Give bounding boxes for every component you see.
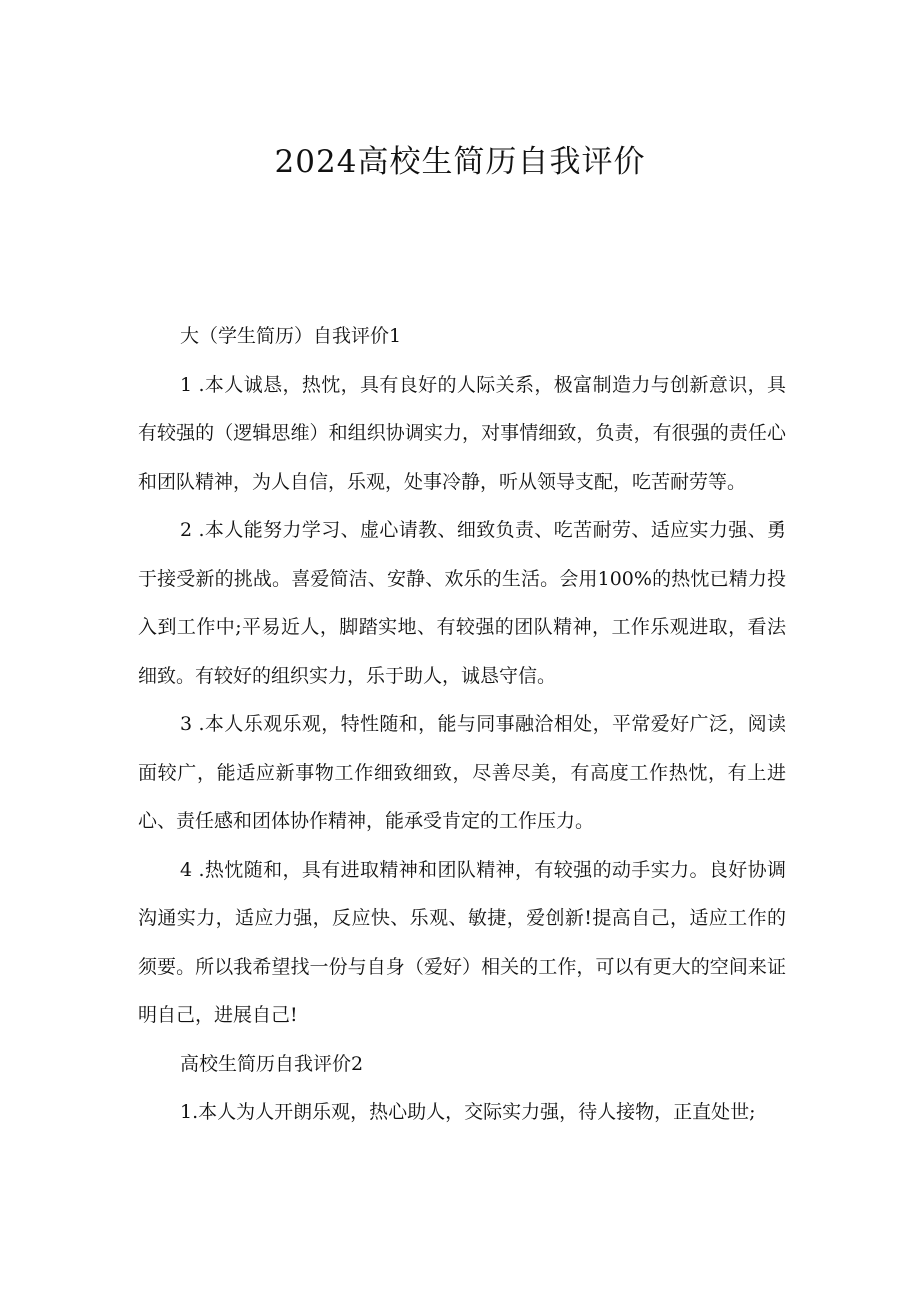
paragraph: 4 .热忱随和，具有进取精神和团队精神，有较强的动手实力。良好协调沟通实力，适应力强，反应快、乐观、敏捷，爱创新!提高自己，适应工作的须要。所以我希望找一份与自身（爱好）相关的工作，可以有更大的空间来证明自己，进展自己! — [138, 858, 786, 1026]
section-heading: 大（学生简历）自我评价1 — [180, 325, 402, 347]
paragraph: 2 .本人能努力学习、虚心请教、细致负责、吃苦耐劳、适应实力强、勇于接受新的挑战。喜爱简洁、安静、欢乐的生活。会用100%的热忱已精力投入到工作中;平易近人，脚踏实地、有较强的团队精神，工作乐观进取，看法细致。有较好的组织实力，乐于助人，诚恳守信。 — [138, 519, 786, 687]
paragraph: 3 .本人乐观乐观，特性随和，能与同事融洽相处，平常爱好广泛，阅读面较广，能适应新事物工作细致细致，尽善尽美，有高度工作热忱，有上进心、责任感和团体协作精神，能承受肯定的工作压力。 — [138, 713, 786, 832]
paragraph: 1.本人为人开朗乐观，热心助人，交际实力强，待人接物，正直处世; — [180, 1101, 756, 1123]
section-heading: 高校生简历自我评价2 — [180, 1052, 364, 1075]
document-title: 2024高校生简历自我评价 — [274, 144, 646, 180]
document-body — [138, 312, 786, 1137]
paragraph: 1 .本人诚恳，热忱，具有良好的人际关系，极富制造力与创新意识，具有较强的（逻辑思维）和组织协调实力，对事情细致，负责，有很强的责任心和团队精神，为人自信，乐观，处事冷静，听从领导支配，吃苦耐劳等。 — [138, 373, 786, 493]
